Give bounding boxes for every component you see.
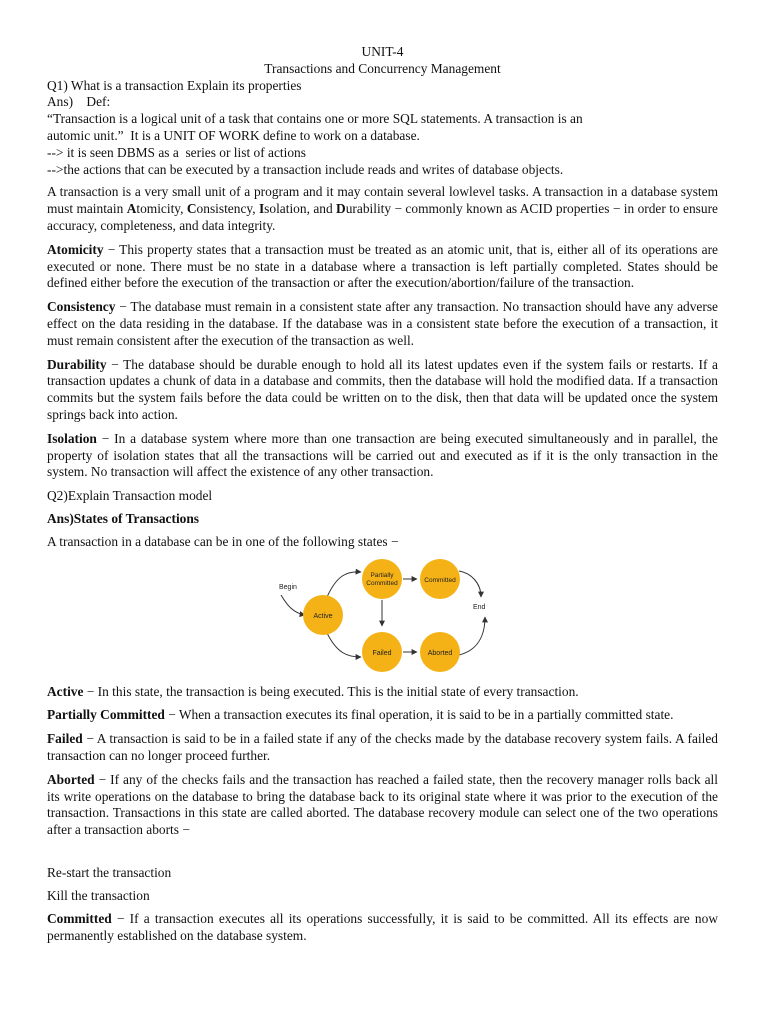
document-page [47,44,718,945]
isolation-text: − In a database system where more than one transaction are being executed simultaneously and in parallel, the property of isolation states that all the transactions will be carried out and executed as if it is the only transaction in the system. No transaction will affect the existence of any other transaction. [47,430,718,480]
partially-committed-term: Partially Committed [47,707,165,723]
definition-bullet-1: --> it is seen DBMS as a series or list of actions [47,144,306,160]
question-1: Q1) What is a transaction Explain its properties [47,77,302,93]
durability-term: Durability [47,356,107,372]
label-active: Active [313,612,333,620]
aborted-term: Aborted [47,771,95,787]
atomicity-term: Atomicity [47,241,104,257]
active-text: − In this state, the transaction is being executed. This is the initial state of every transaction. [83,683,579,699]
arrow-committed-end [459,571,481,597]
durability-text: − The database should be durable enough to hold all its latest updates even if the system fails or restarts. If a transaction updates a chunk of data in a database and commits, then the database will hold the modified data. If a transaction commits but the system fails before the data could be written on to the disk, then that data will be updated once the system springs back into action. [47,356,718,422]
active-paragraph [47,684,718,701]
document-subtitle: Transactions and Concurrency Management [264,60,501,76]
label-committed: Committed [424,576,456,584]
acid-isolation-rest: solation, and [264,201,337,217]
node-partially-committed [362,559,402,599]
acid-letter-d: D [336,201,346,217]
partially-committed-paragraph [47,707,718,724]
states-intro: A transaction in a database can be in one of the following states − [47,533,399,549]
atomicity-text: − This property states that a transaction must be treated as an atomic unit, that is, either all of its operations are executed or none. There must be no state in a database where a transaction is left partially completed. States should be defined either before the execution of the transaction or after the execution/abortion/failure of the transaction. [47,241,718,291]
isolation-paragraph [47,431,718,481]
failed-text: − A transaction is said to be in a failed state if any of the checks made by the database recovery system fails. A failed transaction can no longer proceed further. [47,731,718,763]
unit-title: UNIT-4 [361,44,404,59]
states-heading [47,511,718,528]
acid-durability-rest: urability − commonly known as ACID properties − in order to ensure accuracy, completeness, and data integrity. [47,201,718,233]
consistency-text: − The database must remain in a consistent state after any transaction. No transaction should have any adverse effect on the data residing in the database. If the database was in a consistent state before the execution of a transaction, it must remain consistent after the execution of the transaction as well. [47,299,718,348]
option-restart: Re-start the transaction [47,864,172,880]
partially-committed-text: − When a transaction executes its final operation, it is said to be in a partially committed state. [164,707,674,723]
arrow-aborted-end [459,617,485,655]
acid-consistency-rest: onsistency, [196,201,259,217]
acid-letter-a: A [126,201,137,217]
label-end: End [473,603,486,611]
consistency-paragraph [47,299,718,349]
label-begin: Begin [279,583,297,591]
arrow-begin-active [281,595,305,615]
isolation-term: Isolation [47,430,97,446]
failed-paragraph [47,731,718,765]
option-kill: Kill the transaction [47,887,150,903]
aborted-paragraph [47,772,718,839]
atomicity-paragraph [47,242,718,292]
acid-atomicity-rest: tomicity, [136,201,187,217]
durability-paragraph [47,357,718,424]
definition-line-2: automic unit.” It is a UNIT OF WORK define to work on a database. [47,127,420,143]
definition-bullet-2: -->the actions that can be executed by a transaction include reads and writes of database objects. [47,161,564,177]
arrow-active-partially [327,571,361,596]
failed-term: Failed [47,731,83,747]
question-2: Q2)Explain Transaction model [47,488,213,504]
committed-paragraph [47,911,718,945]
label-partially-committed: Committed [366,579,398,587]
label-aborted: Aborted [427,649,453,657]
definition-line-1: “Transaction is a logical unit of a task that contains one or more SQL statements. A transaction is an [47,111,583,127]
transaction-states-diagram [47,557,718,677]
active-term: Active [47,683,84,699]
answer-label: Ans) Def: [47,94,111,110]
states-heading-text: Ans)States of Transactions [47,510,200,526]
aborted-text: − If any of the checks fails and the transaction has reached a failed state, then the recovery manager rolls back all its write operations on the database to bring the database back to its original state where it was prior to the execution of the transaction. Transactions in this state are called aborted. The database recovery module can select one of the two operations after a transaction aborts − [47,771,718,838]
blank-line [47,839,718,859]
acid-intro-text: A transaction is a very small unit of a program and it may contain several lowlevel tasks. A transaction in a database system must maintain [47,184,718,217]
acid-intro-paragraph [47,184,718,234]
committed-text: − If a transaction executes all its operations successfully, it is said to be committed. All its effects are now permanently established on the database system. [47,911,718,944]
label-partially: Partially [370,571,394,579]
state-diagram-svg [275,557,495,675]
committed-term: Committed [47,911,112,927]
acid-letter-i: I [258,201,265,217]
label-failed: Failed [372,649,392,657]
acid-letter-c: C [186,201,197,217]
consistency-term: Consistency [47,299,116,315]
arrow-active-failed [327,633,361,657]
